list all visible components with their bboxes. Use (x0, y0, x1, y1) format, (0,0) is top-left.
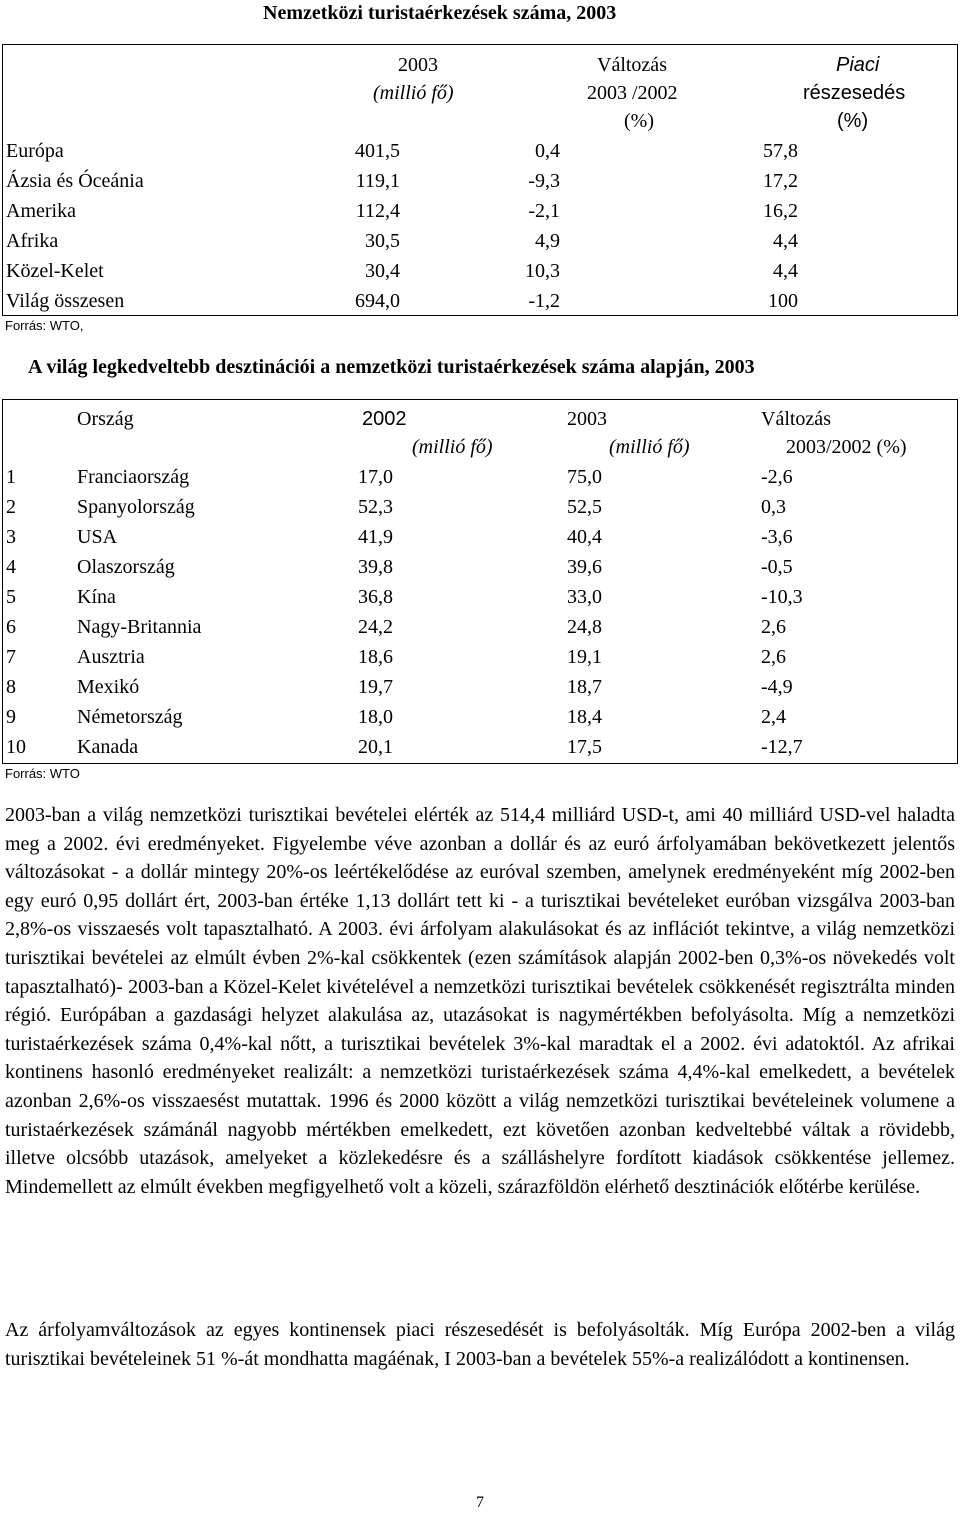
body-paragraph-1: 2003-ban a világ nemzetközi turisztikai bevételei elérték az 514,4 milliárd USD-t, ami 40 milliárd USD-vel haladta meg a 2002. évi eredményeket. Figyelembe véve azonban a dollár és az euró árfolyamában bekövetkezett jelentős változásokat - a dollár mintegy 20%-os leértékelődése az euróval szemben, amelynek eredményeként míg 2002-ben egy euró 0,95 dollárt ért, 2003-ban értéke 1,13 dollárt tett ki - a turisztikai bevételeket euróban vizsgálva 2003-ban 2,8%-os visszaesés volt tapasztalható. A 2003. évi árfolyam alakulásokat és az inflációt tekintve, a világ nemzetközi turisztikai bevételei az elmúlt évben 2%-kal csökkentek (ezen számítások alapján 2002-ben 0,3%-os növekedés volt tapasztalható)- 2003-ban a Közel-Kelet kivételével a nemzetközi turisztikai bevételek csökkenését regisztrálta minden régió. Európában a gazdasági helyzet alakulása az, utazásokat is nagymértékben befolyásolta. Míg a nemzetközi turistaérkezések száma 0,4%-kal nőtt, a turisztikai bevételek 3%-kal maradtak el a 2002. évi adatoktól. Az afrikai kontinens hasonló eredményeket realizált: a nemzetközi turistaérkezések száma 4,4%-kal emelkedett, a bevételek azonban 2,6%-os visszaesést mutattak. 1996 és 2000 között a világ nemzetközi turisztikai bevételeinek volumene a turistaérkezések számánál nagyobb mértékben emelkedett, ezt követően azonban kedveltebbé váltak a rövidebb, illetve olcsóbb utazások, amelyeket a közlekedésre és a szálláshelyre fordított kiadások csökkentése jellemez. Mindemellett az elmúlt években megfigyelhető volt a közeli, szárazföldön elérhető desztinációk előtérbe kerülése. (5, 804, 955, 1198)
t1-change: 10,3 (525, 260, 560, 282)
t2-col3-header-line2: (millió fő) (609, 436, 690, 458)
body-paragraph-2: Az árfolyamváltozások az egyes kontinensek piaci részesedését is befolyásolták. Míg Európa 2002-ben a világ turisztikai bevételeinek 51 %-át mondhatta magáénak, I 2003-ban a bevételek 55%-a realizálódott a kontinensen. (5, 1319, 955, 1370)
t2-v2003: 17,5 (567, 736, 602, 758)
t2-v2002: 52,3 (358, 496, 393, 518)
t2-country: USA (77, 526, 118, 548)
t1-change: -1,2 (528, 290, 560, 312)
t2-change: -4,9 (761, 676, 793, 698)
t2-change: -10,3 (761, 586, 803, 608)
t2-col2-header-line1: 2002 (362, 408, 407, 430)
t1-share: 57,8 (763, 140, 798, 162)
t2-rank: 6 (6, 616, 16, 638)
t1-change: -9,3 (528, 170, 560, 192)
t2-v2003: 40,4 (567, 526, 602, 548)
t2-change: 2,6 (761, 646, 786, 668)
t1-share: 16,2 (763, 200, 798, 222)
t1-col4-header-line1: Piaci (836, 54, 880, 76)
t1-change: 0,4 (535, 140, 560, 162)
t2-rank: 7 (6, 646, 16, 668)
t2-rank: 4 (6, 556, 16, 578)
t2-country: Nagy-Britannia (77, 616, 202, 638)
t2-v2002: 20,1 (358, 736, 393, 758)
t2-v2003: 75,0 (567, 466, 602, 488)
t1-value: 401,5 (355, 140, 400, 162)
t1-share: 4,4 (773, 230, 798, 252)
t2-v2003: 24,8 (567, 616, 602, 638)
t2-change: -3,6 (761, 526, 793, 548)
t1-region: Ázsia és Óceánia (6, 170, 144, 192)
t2-col4-header-line2: 2003/2002 (%) (786, 436, 907, 458)
t1-col4-header-line3: (%) (837, 110, 869, 132)
t1-col4-header-line2: részesedés (803, 82, 906, 104)
t2-v2002: 24,2 (358, 616, 393, 638)
t1-col3-header-line2: 2003 /2002 (587, 82, 678, 104)
t2-v2002: 39,8 (358, 556, 393, 578)
t2-v2002: 19,7 (358, 676, 393, 698)
t1-col2-header-line2: (millió fő) (373, 82, 454, 104)
t2-country: Ausztria (77, 646, 145, 668)
t2-country: Olaszország (77, 556, 175, 578)
t1-change: -2,1 (528, 200, 560, 222)
t2-v2002: 18,0 (358, 706, 393, 728)
t1-col3-header-line3: (%) (624, 110, 654, 132)
t1-col2-header-line1: 2003 (398, 54, 438, 76)
t2-v2003: 39,6 (567, 556, 602, 578)
t1-value: 694,0 (355, 290, 400, 312)
table1-title: Nemzetközi turistaérkezések száma, 2003 (263, 2, 617, 24)
t2-rank: 8 (6, 676, 16, 698)
t2-change: -0,5 (761, 556, 793, 578)
t1-col3-header-line1: Változás (597, 54, 667, 76)
t1-region: Európa (6, 140, 64, 162)
t1-share: 4,4 (773, 260, 798, 282)
t1-change: 4,9 (535, 230, 560, 252)
t2-change: 0,3 (761, 496, 786, 518)
t1-region: Világ összesen (6, 290, 125, 312)
t2-country: Németország (77, 706, 183, 728)
t2-v2003: 18,4 (567, 706, 602, 728)
t1-region: Amerika (6, 200, 76, 222)
t2-change: 2,6 (761, 616, 786, 638)
t2-v2002: 41,9 (358, 526, 393, 548)
t2-v2002: 36,8 (358, 586, 393, 608)
t1-region: Afrika (6, 230, 59, 252)
t1-value: 119,1 (355, 170, 400, 192)
t2-change: 2,4 (761, 706, 786, 728)
t2-country: Mexikó (77, 676, 140, 698)
t2-rank: 3 (6, 526, 16, 548)
t1-value: 112,4 (355, 200, 400, 222)
page-number: 7 (476, 1494, 484, 1511)
t1-share: 17,2 (763, 170, 798, 192)
t2-country: Franciaország (77, 466, 190, 488)
t2-v2003: 33,0 (567, 586, 602, 608)
t2-change: -2,6 (761, 466, 793, 488)
t1-value: 30,5 (365, 230, 400, 252)
t2-col2-header-line2: (millió fő) (412, 436, 493, 458)
t1-value: 30,4 (365, 260, 400, 282)
t2-rank: 1 (6, 466, 16, 488)
t2-country-header: Ország (77, 408, 134, 430)
t2-v2002: 17,0 (358, 466, 393, 488)
t2-country: Spanyolország (77, 496, 195, 518)
t1-region: Közel-Kelet (6, 260, 104, 282)
t2-col4-header-line1: Változás (761, 408, 831, 430)
t2-v2003: 19,1 (567, 646, 602, 668)
t2-rank: 10 (6, 736, 26, 758)
table2-source: Forrás: WTO (5, 766, 80, 781)
table2-title: A világ legkedveltebb desztinációi a nemzetközi turistaérkezések száma alapján, 2003 (28, 356, 755, 378)
t2-v2002: 18,6 (358, 646, 393, 668)
t2-v2003: 18,7 (567, 676, 602, 698)
t2-country: Kanada (77, 736, 139, 758)
t2-v2003: 52,5 (567, 496, 602, 518)
t1-share: 100 (768, 290, 798, 312)
t2-country: Kína (77, 586, 116, 608)
t2-rank: 5 (6, 586, 16, 608)
table1-source: Forrás: WTO, (5, 318, 84, 333)
t2-change: -12,7 (761, 736, 803, 758)
t2-rank: 2 (6, 496, 16, 518)
t2-rank: 9 (6, 706, 16, 728)
t2-col3-header-line1: 2003 (567, 408, 607, 430)
